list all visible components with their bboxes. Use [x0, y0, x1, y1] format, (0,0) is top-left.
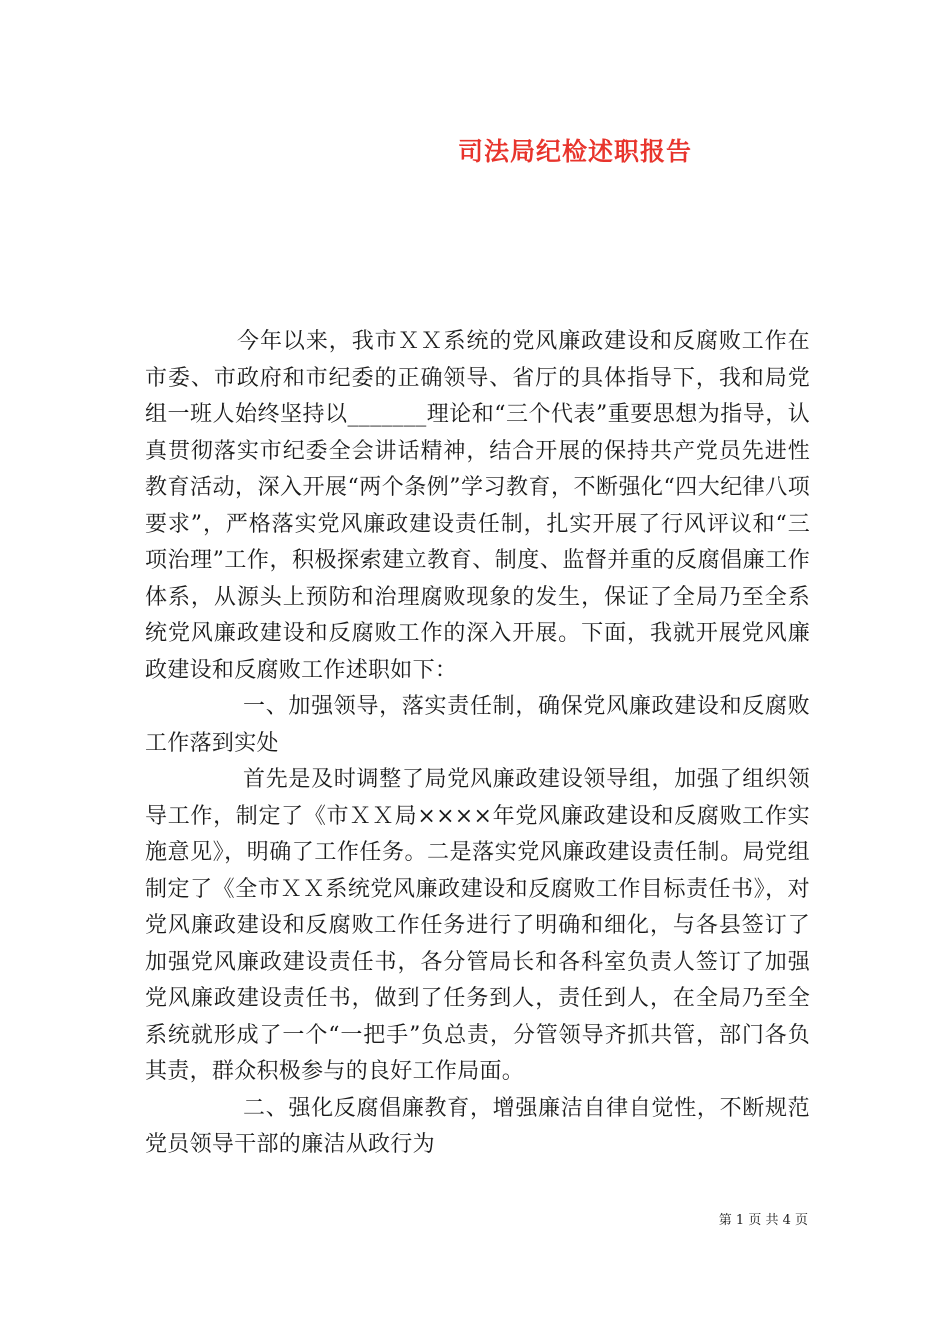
document-title: 司法局纪检述职报告: [457, 137, 692, 166]
intro-paragraph: 今年以来，我市ＸＸ系统的党风廉政建设和反腐败工作在市委、市政府和市纪委的正确领导、省厅的具体指导下，我和局党组一班人始终坚持以_______理论和“三个代表”重要思想为指导，认真贯彻落实市纪委全会讲话精神，结合开展的保持共产党员先进性教育活动，深入开展“两个条例”学习教育，不断强化“四大纪律八项要求”，严格落实党风廉政建设责任制，扎实开展了行风评议和“三项治理”工作，积极探索建立教育、制度、监督并重的反腐倡廉工作体系，从源头上预防和治理腐败现象的发生，保证了全局乃至全系统党风廉政建设和反腐败工作的深入开展。下面，我就开展党风廉政建设和反腐败工作述职如下：: [145, 329, 810, 683]
page-number-footer: 第 1 页 共 4 页: [718, 1213, 808, 1228]
section-1-paragraph: 首先是及时调整了局党风廉政建设领导组，加强了组织领导工作，制定了《市ＸＸ局××××年党风廉政建设和反腐败工作实施意见》，明确了工作任务。二是落实党风廉政建设责任制。局党组制定了《全市ＸＸ系统党风廉政建设和反腐败工作目标责任书》，对党风廉政建设和反腐败工作任务进行了明确和细化，与各县签订了加强党风廉政建设责任书，各分管局长和各科室负责人签订了加强党风廉政建设责任书，做到了任务到人，责任到人，在全局乃至全系统就形成了一个“一把手”负总责，分管领导齐抓共管，部门各负其责，群众积极参与的良好工作局面。: [145, 767, 810, 1084]
section-heading-1: 一、加强领导，落实责任制，确保党风廉政建设和反腐败工作落到实处: [145, 694, 810, 756]
section-heading-2: 二、强化反腐倡廉教育，增强廉洁自律自觉性，不断规范党员领导干部的廉洁从政行为: [145, 1095, 810, 1157]
document-body: [145, 324, 810, 1164]
